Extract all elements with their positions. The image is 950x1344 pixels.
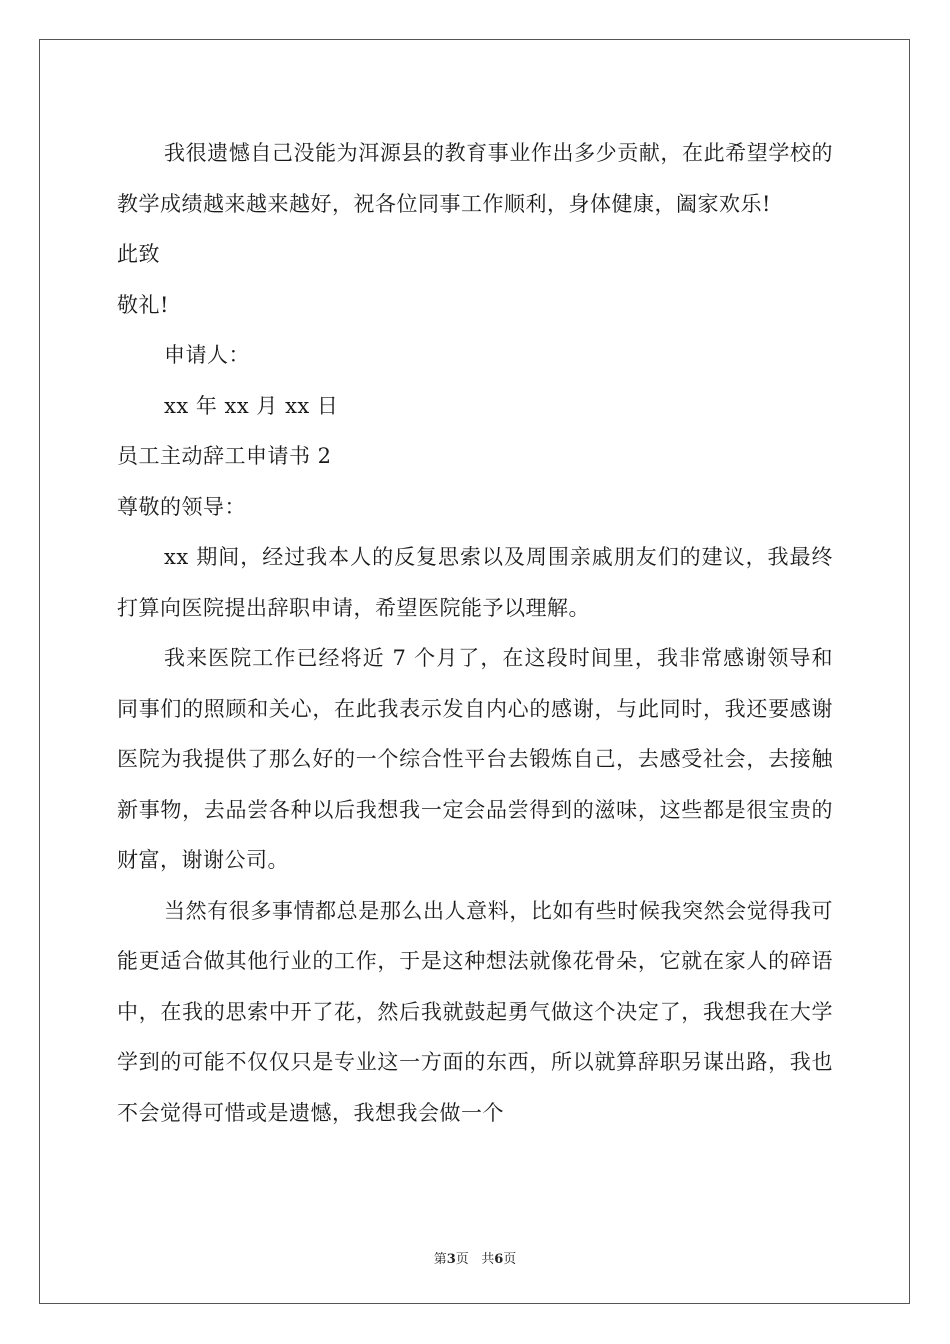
footer-total-pages: 6 (494, 1252, 504, 1267)
letter-greeting: 尊敬的领导： (117, 494, 246, 519)
footer-page-prefix: 第 (433, 1252, 447, 1267)
page-footer (0, 1248, 950, 1267)
date-line: xx 年 xx 月 xx 日 (164, 393, 339, 418)
salutation-cizhi: 此致 (117, 242, 160, 266)
footer-total-suffix: 页 (503, 1252, 517, 1267)
paragraph-reason: 当然有很多事情都总是那么出人意料，比如有些时候我突然会觉得我可能更适合做其他行业的工作，于是这种想法就像花骨朵，它就在家人的碎语中，在我的思索中开了花，然后我就鼓起勇气做这个决定了，我想我在大学学到的可能不仅仅只是专业这一方面的东西，所以就算辞职另谋出路，我也不会觉得可惜或是遗憾，我想我会做一个 (117, 898, 833, 1125)
section-heading: 员工主动辞工申请书 2 (117, 444, 332, 468)
paragraph-intro: xx 期间，经过我本人的反复思索以及周围亲戚朋友们的建议，我最终打算向医院提出辞职申请，希望医院能予以理解。 (117, 545, 833, 620)
applicant-line: 申请人： (164, 343, 250, 367)
paragraph-closing-wishes: 我很遗憾自己没能为洱源县的教育事业作出多少贡献，在此希望学校的教学成绩越来越来越好，祝各位同事工作顺利，身体健康，阖家欢乐! (117, 141, 833, 216)
salutation-jingli: 敬礼! (117, 292, 169, 317)
footer-page-suffix: 页 (455, 1252, 469, 1267)
footer-total-prefix: 共 (481, 1252, 495, 1267)
document-body (117, 128, 833, 1138)
footer-page-number: 3 (446, 1252, 456, 1267)
paragraph-gratitude: 我来医院工作已经将近 7 个月了，在这段时间里，我非常感谢领导和同事们的照顾和关心，在此我表示发自内心的感谢，与此同时，我还要感谢医院为我提供了那么好的一个综合性平台去锻炼自己，去感受社会，去接触新事物，去品尝各种以后我想我一定会品尝得到的滋味，这些都是很宝贵的财富，谢谢公司。 (117, 646, 833, 872)
